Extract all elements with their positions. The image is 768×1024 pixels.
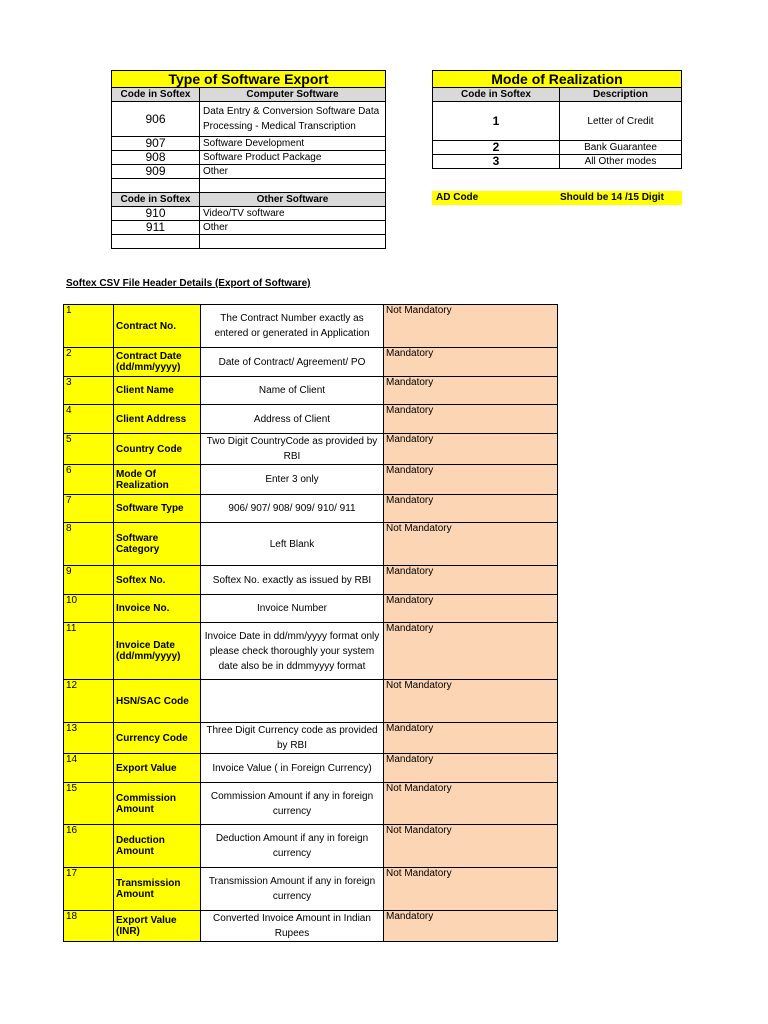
field-description: Commission Amount if any in foreign currency: [201, 783, 384, 825]
field-description: Enter 3 only: [201, 465, 384, 495]
desc-cell: All Other modes: [560, 155, 682, 169]
table-row: [64, 305, 558, 348]
row-number: 7: [64, 495, 114, 523]
requirement-status: Mandatory: [384, 911, 558, 942]
row-number: 5: [64, 434, 114, 465]
code-cell: 910: [112, 207, 200, 221]
requirement-status: Not Mandatory: [384, 783, 558, 825]
desc-cell: Software Development: [200, 137, 386, 151]
field-name: Mode Of Realization: [114, 465, 201, 495]
field-description: Deduction Amount if any in foreign currency: [201, 825, 384, 868]
software-export-table: [111, 70, 386, 249]
field-name: Invoice No.: [114, 595, 201, 623]
table-row: [64, 405, 558, 434]
table-row: [64, 825, 558, 868]
requirement-status: Mandatory: [384, 623, 558, 680]
field-name: Contract Date (dd/mm/yyyy): [114, 348, 201, 377]
requirement-status: Not Mandatory: [384, 523, 558, 566]
row-number: 11: [64, 623, 114, 680]
table-row: [64, 783, 558, 825]
description-header: Description: [560, 88, 682, 102]
table-row: [64, 377, 558, 405]
row-number: 1: [64, 305, 114, 348]
requirement-status: Mandatory: [384, 495, 558, 523]
desc-cell: Other: [200, 165, 386, 179]
field-name: Client Name: [114, 377, 201, 405]
code-cell: 911: [112, 221, 200, 235]
field-description: Softex No. exactly as issued by RBI: [201, 566, 384, 595]
empty-cell: [200, 235, 386, 249]
field-name: Export Value: [114, 754, 201, 783]
table-row: [64, 348, 558, 377]
code-cell: 906: [112, 102, 200, 137]
requirement-status: Mandatory: [384, 405, 558, 434]
code-cell: 909: [112, 165, 200, 179]
field-description: Invoice Date in dd/mm/yyyy format only please check thoroughly your system date also be in ddmmyyyy format: [201, 623, 384, 680]
row-number: 8: [64, 523, 114, 566]
field-name: Client Address: [114, 405, 201, 434]
row-number: 17: [64, 868, 114, 911]
row-number: 18: [64, 911, 114, 942]
field-description: Invoice Number: [201, 595, 384, 623]
requirement-status: Mandatory: [384, 723, 558, 754]
code-cell: 908: [112, 151, 200, 165]
field-name: Commission Amount: [114, 783, 201, 825]
row-number: 6: [64, 465, 114, 495]
empty-cell: [112, 179, 200, 193]
table-row: [64, 465, 558, 495]
desc-cell: Software Product Package: [200, 151, 386, 165]
field-name: Country Code: [114, 434, 201, 465]
desc-cell: Video/TV software: [200, 207, 386, 221]
field-description: Date of Contract/ Agreement/ PO: [201, 348, 384, 377]
table-row: [64, 723, 558, 754]
table-row: [64, 911, 558, 942]
field-description: The Contract Number exactly as entered or generated in Application: [201, 305, 384, 348]
requirement-status: Mandatory: [384, 377, 558, 405]
field-name: Transmission Amount: [114, 868, 201, 911]
requirement-status: Mandatory: [384, 595, 558, 623]
requirement-status: Not Mandatory: [384, 680, 558, 723]
field-name: Deduction Amount: [114, 825, 201, 868]
row-number: 13: [64, 723, 114, 754]
row-number: 10: [64, 595, 114, 623]
row-number: 16: [64, 825, 114, 868]
row-number: 12: [64, 680, 114, 723]
field-name: Softex No.: [114, 566, 201, 595]
row-number: 4: [64, 405, 114, 434]
table-row: [64, 623, 558, 680]
table-row: [64, 566, 558, 595]
field-description: Three Digit Currency code as provided by RBI: [201, 723, 384, 754]
table-row: [64, 868, 558, 911]
field-name: Software Type: [114, 495, 201, 523]
table-row: [64, 595, 558, 623]
empty-cell: [200, 179, 386, 193]
requirement-status: Mandatory: [384, 348, 558, 377]
ad-code-bar: [432, 191, 682, 205]
requirement-status: Not Mandatory: [384, 825, 558, 868]
code-cell: 3: [433, 155, 560, 169]
section-title: Softex CSV File Header Details (Export of Software): [66, 278, 311, 289]
ad-code-value: Should be 14 /15 Digit: [560, 192, 664, 203]
field-description: [201, 680, 384, 723]
row-number: 15: [64, 783, 114, 825]
table-row: [64, 754, 558, 783]
code-header: Code in Softex: [112, 88, 200, 102]
mode-realization-title: Mode of Realization: [433, 71, 682, 88]
requirement-status: Mandatory: [384, 465, 558, 495]
ad-code-label: AD Code: [436, 192, 479, 203]
requirement-status: Not Mandatory: [384, 305, 558, 348]
field-description: 906/ 907/ 908/ 909/ 910/ 911: [201, 495, 384, 523]
field-name: Currency Code: [114, 723, 201, 754]
desc-cell: Other: [200, 221, 386, 235]
field-description: Left Blank: [201, 523, 384, 566]
field-description: Two Digit CountryCode as provided by RBI: [201, 434, 384, 465]
table-row: [64, 434, 558, 465]
other-software-header: Other Software: [200, 193, 386, 207]
empty-cell: [112, 235, 200, 249]
software-export-title: Type of Software Export: [112, 71, 386, 88]
field-description: Address of Client: [201, 405, 384, 434]
row-number: 3: [64, 377, 114, 405]
requirement-status: Not Mandatory: [384, 868, 558, 911]
table-row: [64, 523, 558, 566]
row-number: 9: [64, 566, 114, 595]
code-cell: 1: [433, 102, 560, 141]
row-number: 14: [64, 754, 114, 783]
table-row: [64, 495, 558, 523]
mode-realization-table: [432, 70, 682, 169]
table-row: [64, 680, 558, 723]
code-header: Code in Softex: [433, 88, 560, 102]
field-description: Converted Invoice Amount in Indian Rupees: [201, 911, 384, 942]
field-name: Software Category: [114, 523, 201, 566]
field-name: HSN/SAC Code: [114, 680, 201, 723]
requirement-status: Mandatory: [384, 434, 558, 465]
code-header: Code in Softex: [112, 193, 200, 207]
desc-cell: Bank Guarantee: [560, 141, 682, 155]
field-name: Contract No.: [114, 305, 201, 348]
field-description: Invoice Value ( in Foreign Currency): [201, 754, 384, 783]
computer-software-header: Computer Software: [200, 88, 386, 102]
requirement-status: Mandatory: [384, 566, 558, 595]
field-description: Transmission Amount if any in foreign currency: [201, 868, 384, 911]
requirement-status: Mandatory: [384, 754, 558, 783]
row-number: 2: [64, 348, 114, 377]
field-name: Export Value (INR): [114, 911, 201, 942]
field-name: Invoice Date (dd/mm/yyyy): [114, 623, 201, 680]
desc-cell: Data Entry & Conversion Software Data Processing - Medical Transcription: [200, 102, 386, 137]
desc-cell: Letter of Credit: [560, 102, 682, 141]
code-cell: 2: [433, 141, 560, 155]
field-description: Name of Client: [201, 377, 384, 405]
header-details-table: [63, 304, 558, 942]
code-cell: 907: [112, 137, 200, 151]
